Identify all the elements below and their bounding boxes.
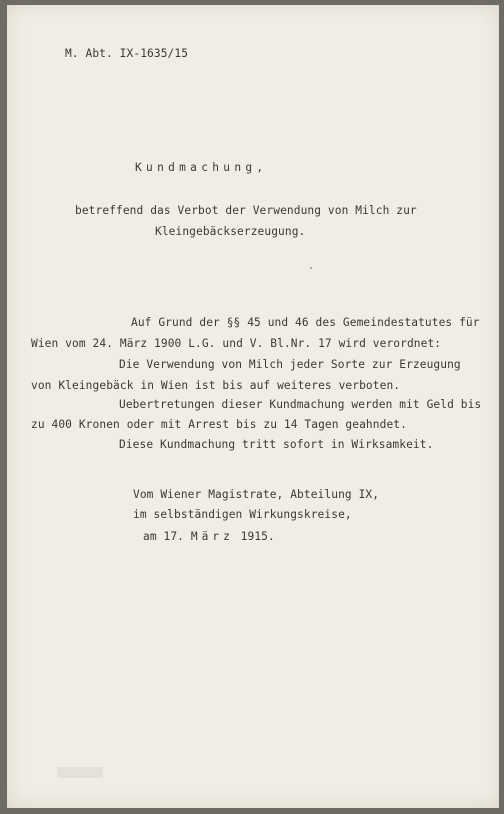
signature-date	[143, 530, 275, 544]
body-line-1: Auf Grund der §§ 45 und 46 des Gemeindestatutes für	[131, 316, 480, 329]
signature-line-2: im selbständigen Wirkungskreise,	[133, 508, 352, 521]
paper-speck	[310, 267, 312, 269]
faint-stamp-mark	[57, 767, 103, 778]
body-line-3: Die Verwendung von Milch jeder Sorte zur Erzeugung	[119, 358, 461, 371]
body-line-5: Uebertretungen dieser Kundmachung werden mit Geld bis	[119, 398, 482, 411]
document-title: Kundmachung,	[135, 161, 268, 174]
body-line-4: von Kleingebäck in Wien ist bis auf weiteres verboten.	[31, 379, 401, 392]
reference-number: M. Abt. IX-1635/15	[65, 47, 189, 60]
date-year: 1915.	[233, 530, 275, 543]
subtitle-line-2: Kleingebäckserzeugung.	[155, 225, 306, 238]
body-line-2: Wien vom 24. März 1900 L.G. und V. Bl.Nr. 17 wird verordnet:	[31, 337, 442, 350]
body-line-7: Diese Kundmachung tritt sofort in Wirksamkeit.	[119, 438, 434, 451]
date-prefix: am 17.	[143, 530, 191, 543]
signature-line-1: Vom Wiener Magistrate, Abteilung IX,	[133, 488, 380, 501]
subtitle-line-1: betreffend das Verbot der Verwendung von Milch zur	[75, 204, 417, 217]
document-page	[7, 5, 499, 808]
body-line-6: zu 400 Kronen oder mit Arrest bis zu 14 Tagen geahndet.	[31, 418, 407, 431]
date-month: März	[190, 530, 234, 543]
